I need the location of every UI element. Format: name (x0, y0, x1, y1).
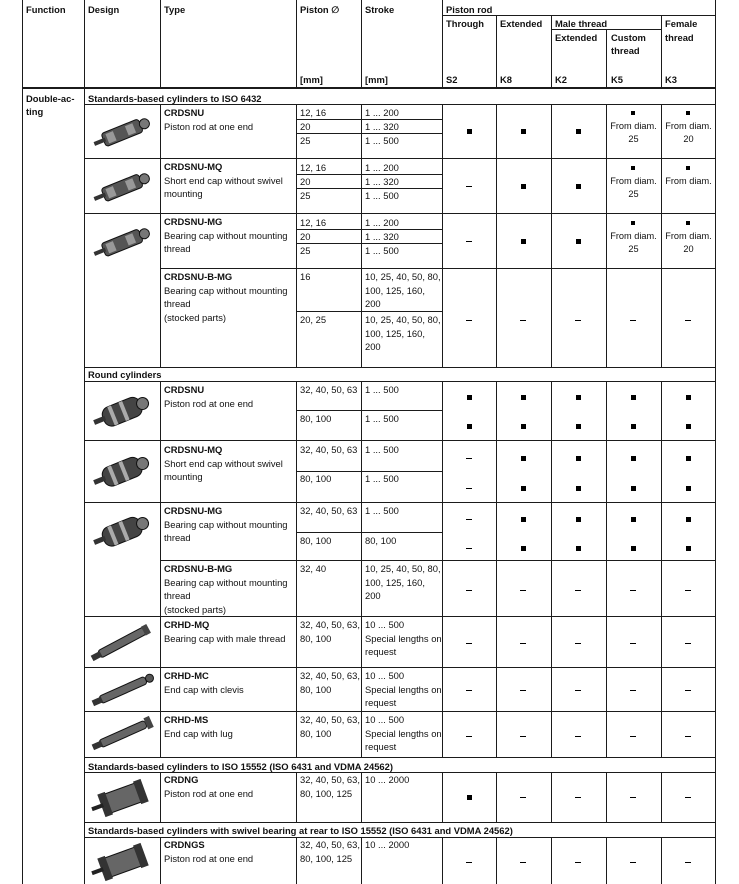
stroke-value: 80, 100 (365, 535, 397, 546)
stroke-value: 1 ... 500 (365, 190, 399, 201)
piston-value: 80, 100 (300, 535, 332, 546)
piston-value: 20, 25 (300, 314, 327, 325)
stroke-value: 1 ... 500 (365, 135, 399, 146)
not-available-mark (575, 643, 581, 644)
not-available-mark (630, 643, 636, 644)
not-available-mark (520, 797, 526, 798)
not-available-mark (575, 320, 581, 321)
k3-note: From diam. 20 (665, 121, 712, 144)
not-available-mark (520, 862, 526, 863)
k5-note: From diam. 25 (610, 176, 657, 199)
available-mark (576, 424, 581, 429)
not-available-mark (575, 690, 581, 691)
not-available-mark (466, 458, 472, 459)
available-mark (521, 456, 526, 461)
header-extended: Extended (500, 18, 543, 29)
not-available-mark (685, 797, 691, 798)
available-mark (631, 395, 636, 400)
piston-value: 32, 40, 50, 63 (300, 505, 358, 516)
available-mark (521, 424, 526, 429)
stroke-value: 10, 25, 40, 50, 80, 100, 125, 160, 200 (365, 314, 441, 353)
code-k8: K8 (500, 74, 512, 85)
not-available-mark (520, 736, 526, 737)
piston-value: 80, 100 (300, 413, 332, 424)
not-available-mark (466, 320, 472, 321)
piston-value: 20 (300, 231, 311, 242)
header-female-thread-1: Female (665, 18, 698, 29)
product-type: CRHD-MQ Bearing cap with male thread (164, 619, 286, 644)
stroke-value: 1 ... 500 (365, 473, 399, 484)
function-label-2: ting (26, 106, 44, 117)
stroke-value: 1 ... 500 (365, 384, 399, 395)
piston-value: 32, 40, 50, 63 (300, 384, 358, 395)
product-type: CRDSNU-MG Bearing cap without mounting thread (164, 216, 288, 255)
product-type: CRHD-MS End cap with lug (164, 714, 233, 739)
k5-note: From diam. 25 (610, 121, 657, 144)
stroke-value: 10 ... 500 Special lengths on request (365, 714, 442, 753)
long-cylinder-image (88, 714, 158, 754)
stroke-value: 1 ... 500 (365, 413, 399, 424)
not-available-mark (466, 643, 472, 644)
not-available-mark (685, 320, 691, 321)
product-type: CRDSNU-MQ Short end cap without swivel mounting (164, 444, 283, 483)
stroke-value: 10 ... 2000 (365, 839, 410, 850)
available-mark (576, 456, 581, 461)
not-available-mark (630, 736, 636, 737)
piston-value: 32, 40, 50, 63 (300, 444, 358, 455)
header-piston-rod: Piston rod (446, 4, 493, 15)
header-piston: Piston ∅ (300, 4, 340, 15)
piston-value: 20 (300, 176, 311, 187)
round-cylinder-image (92, 388, 156, 434)
header-function: Function (26, 4, 66, 15)
available-mark (467, 395, 472, 400)
not-available-mark (630, 862, 636, 863)
piston-value: 12, 16 (300, 162, 327, 173)
not-available-mark (575, 736, 581, 737)
available-mark (521, 546, 526, 551)
header-type: Type (164, 4, 186, 15)
section-title: Standards-based cylinders to ISO 15552 (ISO 6431 and VDMA 24562) (88, 761, 393, 772)
available-mark (686, 424, 691, 429)
available-mark (631, 424, 636, 429)
available-mark (521, 184, 526, 189)
piston-value: 25 (300, 245, 311, 256)
available-mark (631, 486, 636, 491)
available-mark (576, 129, 581, 134)
k3-note: From diam. (665, 176, 712, 186)
piston-value: 32, 40, 50, 63, 80, 100 (300, 670, 360, 695)
round-cylinder-image (92, 508, 156, 554)
stroke-value: 10, 25, 40, 50, 80, 100, 125, 160, 200 (365, 563, 441, 602)
unit-piston: [mm] (300, 74, 323, 85)
k3-note: From diam. 20 (665, 231, 712, 254)
available-mark (521, 517, 526, 522)
not-available-mark (685, 736, 691, 737)
code-k5: K5 (611, 74, 623, 85)
stroke-value: 10 ... 500 Special lengths on request (365, 670, 442, 709)
available-mark (467, 795, 472, 800)
piston-value: 32, 40, 50, 63, 80, 100 (300, 619, 360, 644)
available-mark (686, 221, 690, 225)
available-mark (521, 129, 526, 134)
available-mark (521, 486, 526, 491)
not-available-mark (466, 519, 472, 520)
stroke-value: 1 ... 320 (365, 121, 399, 132)
not-available-mark (575, 862, 581, 863)
cylinder-image (92, 110, 156, 154)
not-available-mark (466, 241, 472, 242)
available-mark (686, 546, 691, 551)
available-mark (631, 456, 636, 461)
function-label-1: Double-ac- (26, 93, 75, 104)
piston-value: 32, 40, 50, 63, 80, 100, 125 (300, 839, 360, 864)
long-cylinder-image (88, 670, 158, 710)
profile-cylinder-image (90, 776, 156, 820)
stroke-value: 1 ... 500 (365, 444, 399, 455)
available-mark (686, 486, 691, 491)
header-male-thread: Male thread (555, 18, 608, 29)
piston-value: 32, 40 (300, 563, 327, 574)
header-male-extended: Extended (555, 32, 598, 43)
not-available-mark (630, 590, 636, 591)
not-available-mark (520, 643, 526, 644)
product-type: CRDSNU Piston rod at one end (164, 384, 254, 409)
available-mark (686, 517, 691, 522)
header-design: Design (88, 4, 120, 15)
stroke-value: 1 ... 200 (365, 217, 399, 228)
unit-stroke: [mm] (365, 74, 388, 85)
stroke-value: 1 ... 500 (365, 245, 399, 256)
not-available-mark (520, 690, 526, 691)
stroke-value: 1 ... 320 (365, 231, 399, 242)
available-mark (576, 184, 581, 189)
stroke-value: 10, 25, 40, 50, 80, 100, 125, 160, 200 (365, 271, 441, 310)
code-k2: K2 (555, 74, 567, 85)
cylinder-image (92, 220, 156, 264)
round-cylinder-image (92, 448, 156, 494)
long-cylinder-image (88, 620, 158, 664)
not-available-mark (466, 862, 472, 863)
available-mark (631, 221, 635, 225)
code-k3: K3 (665, 74, 677, 85)
not-available-mark (630, 320, 636, 321)
not-available-mark (466, 186, 472, 187)
k5-note: From diam. 25 (610, 231, 657, 254)
available-mark (631, 111, 635, 115)
available-mark (631, 517, 636, 522)
available-mark (686, 456, 691, 461)
cylinder-image (92, 165, 156, 209)
stroke-value: 1 ... 500 (365, 505, 399, 516)
header-female-thread-2: thread (665, 32, 694, 43)
not-available-mark (685, 862, 691, 863)
not-available-mark (575, 797, 581, 798)
available-mark (467, 129, 472, 134)
product-type: CRDNGS Piston rod at one end (164, 839, 254, 864)
piston-value: 16 (300, 271, 311, 282)
product-type: CRDSNU-B-MG Bearing cap without mounting thread (stocked parts) (164, 271, 288, 323)
not-available-mark (466, 736, 472, 737)
piston-value: 32, 40, 50, 63, 80, 100, 125 (300, 774, 360, 799)
not-available-mark (466, 690, 472, 691)
section-title: Round cylinders (88, 369, 162, 380)
product-type: CRDSNU-MQ Short end cap without swivel mounting (164, 161, 283, 200)
available-mark (521, 239, 526, 244)
stroke-value: 1 ... 200 (365, 107, 399, 118)
piston-value: 20 (300, 121, 311, 132)
header-stroke: Stroke (365, 4, 395, 15)
available-mark (686, 166, 690, 170)
not-available-mark (575, 590, 581, 591)
profile-cylinder-image (90, 840, 156, 884)
available-mark (631, 546, 636, 551)
not-available-mark (685, 590, 691, 591)
product-type: CRDNG Piston rod at one end (164, 774, 254, 799)
not-available-mark (630, 797, 636, 798)
available-mark (686, 111, 690, 115)
section-title: Standards-based cylinders with swivel bearing at rear to ISO 15552 (ISO 6431 and VDMA 24562) (88, 825, 513, 836)
stroke-value: 1 ... 320 (365, 176, 399, 187)
available-mark (521, 395, 526, 400)
section-title: Standards-based cylinders to ISO 6432 (88, 93, 262, 104)
not-available-mark (685, 690, 691, 691)
header-through: Through (446, 18, 485, 29)
piston-value: 80, 100 (300, 473, 332, 484)
available-mark (686, 395, 691, 400)
not-available-mark (520, 590, 526, 591)
available-mark (576, 546, 581, 551)
header-custom-thread-1: Custom (611, 32, 646, 43)
not-available-mark (466, 488, 472, 489)
piston-value: 25 (300, 135, 311, 146)
product-type: CRDSNU-MG Bearing cap without mounting thread (164, 505, 288, 544)
piston-value: 25 (300, 190, 311, 201)
product-type: CRDSNU Piston rod at one end (164, 107, 254, 132)
piston-value: 32, 40, 50, 63, 80, 100 (300, 714, 360, 739)
not-available-mark (520, 320, 526, 321)
product-type: CRHD-MC End cap with clevis (164, 670, 244, 695)
piston-value: 12, 16 (300, 217, 327, 228)
not-available-mark (466, 590, 472, 591)
not-available-mark (685, 643, 691, 644)
available-mark (576, 239, 581, 244)
stroke-value: 10 ... 500 Special lengths on request (365, 619, 442, 658)
product-type: CRDSNU-B-MG Bearing cap without mounting thread (stocked parts) (164, 563, 288, 615)
code-s2: S2 (446, 74, 458, 85)
available-mark (576, 486, 581, 491)
available-mark (576, 395, 581, 400)
available-mark (467, 424, 472, 429)
stroke-value: 10 ... 2000 (365, 774, 410, 785)
available-mark (631, 166, 635, 170)
available-mark (576, 517, 581, 522)
header-custom-thread-2: thread (611, 45, 640, 56)
piston-value: 12, 16 (300, 107, 327, 118)
stroke-value: 1 ... 200 (365, 162, 399, 173)
not-available-mark (466, 548, 472, 549)
not-available-mark (630, 690, 636, 691)
